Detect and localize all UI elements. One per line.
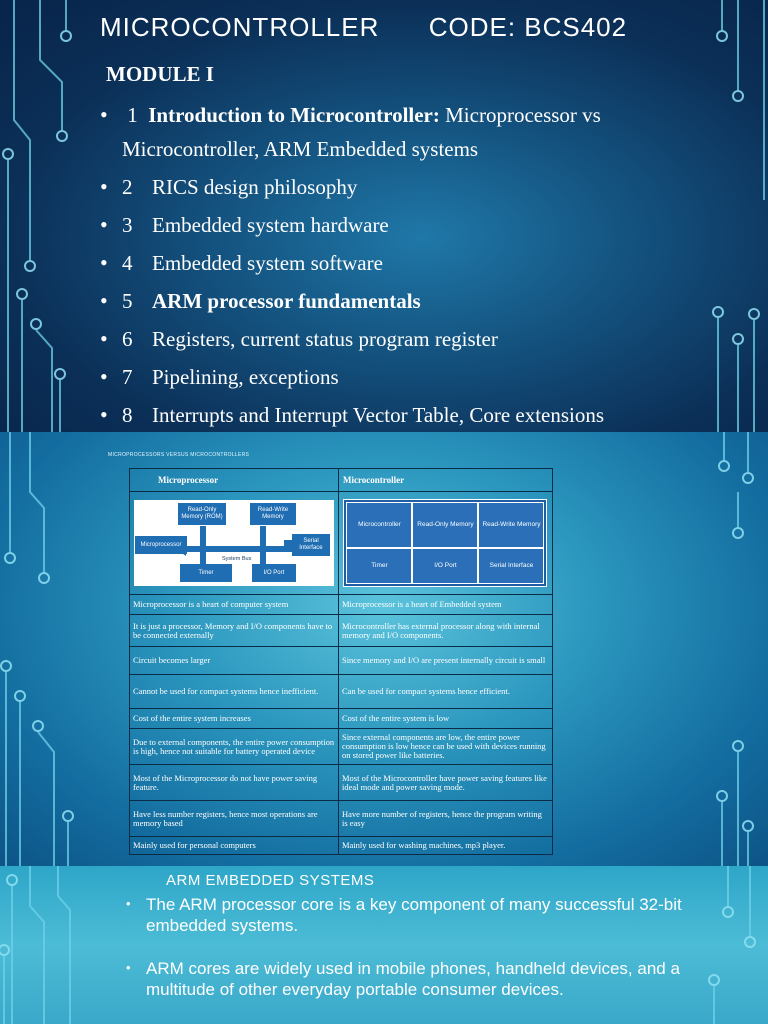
item-bold-text: Introduction to Microcontroller:	[148, 103, 440, 127]
table-cell: Microprocessor is a heart of computer system	[130, 595, 339, 615]
microcontroller-diagram-cell	[338, 492, 552, 595]
table-cell: Cost of the entire system is low	[338, 709, 552, 729]
slide-1	[0, 0, 768, 432]
bullet-icon: •	[126, 960, 131, 975]
table-cell: It is just a processor, Memory and I/O components have to be connected externally	[130, 615, 339, 647]
list-item	[100, 284, 720, 318]
bullet-icon: •	[126, 896, 131, 911]
rom-block: Read-Only Memory (ROM)	[178, 503, 226, 525]
table-row	[130, 675, 553, 709]
circuit-decoration-left	[0, 0, 90, 432]
item-continuation: Microcontroller, ARM Embedded systems	[122, 137, 479, 161]
microprocessor-diagram-cell	[130, 492, 339, 595]
item-text: Pipelining, exceptions	[152, 365, 339, 389]
ram-block: Read-Write Memory	[478, 502, 544, 548]
item-text: Embedded system hardware	[152, 213, 389, 237]
microprocessor-block-diagram	[134, 500, 334, 586]
circuit-decoration-right	[698, 432, 768, 866]
table-cell: Due to external components, the entire power consumption is high, hence not suitable for battery operated device	[130, 729, 339, 765]
item-number: 8	[122, 403, 133, 427]
bullet-icon: •	[100, 174, 108, 199]
table-cell: Cost of the entire system increases	[130, 709, 339, 729]
table-row	[130, 647, 553, 675]
timer-block: Timer	[346, 548, 412, 584]
io-block: I/O Port	[252, 564, 296, 582]
table-row	[130, 595, 553, 615]
bullet-icon: •	[100, 250, 108, 275]
table-cell: Mainly used for washing machines, mp3 player.	[338, 837, 552, 855]
item-text: ARM cores are widely used in mobile phones, handheld devices, and a multitude of other everyday portable consumer devices.	[146, 959, 680, 999]
diagram-row	[130, 492, 553, 595]
list-item	[100, 208, 720, 242]
bullet-list	[126, 894, 746, 1022]
table-cell: Cannot be used for compact systems hence inefficient.	[130, 675, 339, 709]
item-text: The ARM processor core is a key component of many successful 32-bit embedded systems.	[146, 895, 682, 935]
list-item	[100, 322, 720, 356]
list-item	[100, 398, 720, 432]
list-item	[100, 246, 720, 280]
item-number: 3	[122, 213, 133, 237]
table-caption: MICROPROCESSORS VERSUS MICROCONTROLLERS	[108, 452, 250, 458]
table-row	[130, 765, 553, 801]
list-item	[126, 894, 746, 936]
table-cell: Most of the Microprocessor do not have power saving feature.	[130, 765, 339, 801]
table-cell: Microprocessor is a heart of Embedded system	[338, 595, 552, 615]
item-text: RICS design philosophy	[152, 175, 358, 199]
microcontroller-block-diagram	[343, 499, 547, 587]
table-cell: Microcontroller has external processor along with internal memory and I/O components.	[338, 615, 552, 647]
table-row	[130, 729, 553, 765]
list-item	[100, 170, 720, 204]
ram-block: Read-Write Memory	[250, 503, 296, 525]
table-cell: Most of the Microcontroller have power saving features like ideal mode and power saving mode.	[338, 765, 552, 801]
cpu-block: Microprocessor	[135, 536, 187, 554]
item-text: Embedded system software	[152, 251, 383, 275]
table-cell: Circuit becomes larger	[130, 647, 339, 675]
header-microprocessor: Microprocessor	[130, 469, 339, 492]
circuit-decoration-left	[0, 432, 90, 866]
bullet-icon: •	[100, 326, 108, 351]
table-cell: Mainly used for personal computers	[130, 837, 339, 855]
list-item	[100, 360, 720, 394]
table-header-row	[130, 469, 553, 492]
serial-block: Serial Interface	[478, 548, 544, 584]
item-number: 5	[122, 289, 133, 313]
section-heading: ARM EMBEDDED SYSTEMS	[166, 872, 375, 889]
circuit-decoration-left	[0, 866, 90, 1024]
table-cell: Since memory and I/O are present internally circuit is small	[338, 647, 552, 675]
list-item	[100, 98, 720, 166]
system-bus-label: System Bus	[221, 556, 252, 562]
slide-2	[0, 432, 768, 866]
item-text: Interrupts and Interrupt Vector Table, Core extensions	[152, 403, 605, 427]
item-number: 6	[122, 327, 133, 351]
table-cell: Since external components are low, the entire power consumption is low hence can be used with devices running on stored power like batteries.	[338, 729, 552, 765]
io-block: I/O Port	[412, 548, 478, 584]
bullet-icon: •	[100, 212, 108, 237]
item-number: 7	[122, 365, 133, 389]
bullet-icon: •	[100, 102, 108, 127]
comparison-table	[129, 468, 553, 855]
table-row	[130, 615, 553, 647]
rom-block: Read-Only Memory	[412, 502, 478, 548]
bullet-icon: •	[100, 364, 108, 389]
item-number: 2	[122, 175, 133, 199]
mcu-block: Microcontroller	[346, 502, 412, 548]
item-text: Registers, current status program register	[152, 327, 498, 351]
timer-block: Timer	[180, 564, 232, 582]
serial-block: Serial Interface	[292, 534, 330, 556]
bullet-icon: •	[100, 288, 108, 313]
table-cell: Have less number registers, hence most operations are memory based	[130, 801, 339, 837]
item-bold-text: ARM processor fundamentals	[152, 289, 421, 313]
table-row	[130, 801, 553, 837]
slide-title: MICROCONTROLLER CODE: BCS402	[100, 12, 628, 42]
item-number: 4	[122, 251, 133, 275]
table-cell: Have more number of registers, hence the program writing is easy	[338, 801, 552, 837]
list-item	[126, 958, 746, 1000]
topic-list	[100, 98, 720, 432]
item-number: 1	[127, 103, 138, 127]
bullet-icon: •	[100, 402, 108, 427]
item-text: Microprocessor vs	[439, 103, 601, 127]
table-row	[130, 837, 553, 855]
slide-3	[0, 866, 768, 1024]
module-heading: MODULE I	[106, 62, 214, 86]
table-row	[130, 709, 553, 729]
header-microcontroller: Microcontroller	[338, 469, 552, 492]
table-cell: Can be used for compact systems hence efficient.	[338, 675, 552, 709]
